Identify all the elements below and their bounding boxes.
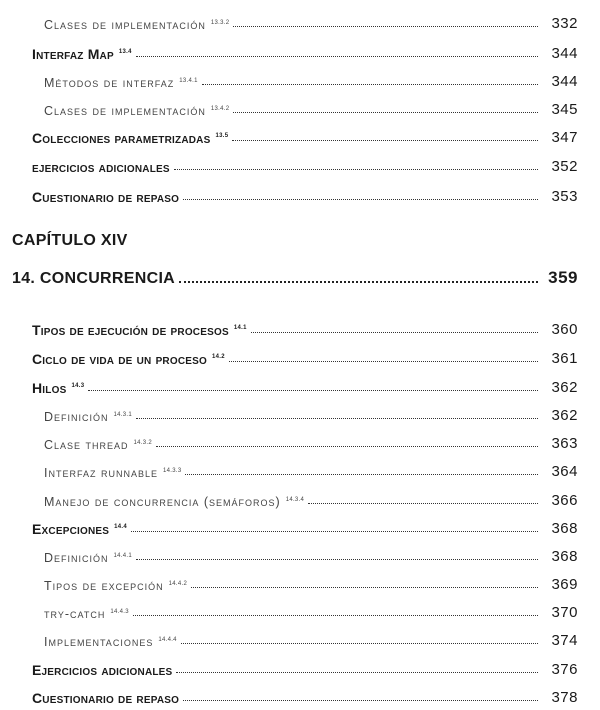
toc-entry-title: Excepciones $^{14.4}$ bbox=[32, 521, 127, 537]
toc-entry-cuestionario-13[interactable] bbox=[0, 181, 600, 205]
toc-entry-14-3-4[interactable] bbox=[0, 485, 600, 509]
toc-entry-title: Clase thread $^{14.3.2}$ bbox=[44, 438, 153, 452]
toc-chapter-14[interactable] bbox=[0, 264, 600, 288]
toc-entry-title: Clases de implementación $^{13.4.2}$ bbox=[44, 104, 230, 118]
leader-dots bbox=[191, 586, 538, 588]
toc-entry-page: 361 bbox=[551, 350, 578, 367]
toc-entry-page: 347 bbox=[551, 129, 578, 146]
toc-entry-page: 363 bbox=[551, 435, 578, 452]
toc-entry-14-2[interactable] bbox=[0, 343, 600, 367]
toc-entry-page: 364 bbox=[551, 463, 578, 480]
toc-entry-page: 344 bbox=[551, 73, 578, 90]
leader-dots bbox=[133, 614, 538, 616]
toc-entry-ejercicios-14[interactable] bbox=[0, 654, 600, 678]
toc-entry-page: 362 bbox=[551, 407, 578, 424]
toc-entry-title: ejercicios adicionales bbox=[32, 159, 170, 175]
toc-entry-page: 370 bbox=[551, 604, 578, 621]
leader-dots bbox=[232, 139, 538, 141]
toc-entry-title: Implementaciones $^{14.4.4}$ bbox=[44, 635, 177, 649]
toc-entry-14-3-1[interactable] bbox=[0, 400, 600, 424]
toc-entry-ejercicios-13[interactable] bbox=[0, 151, 600, 175]
leader-dots bbox=[136, 417, 538, 419]
toc-entry-title: Ejercicios adicionales bbox=[32, 662, 173, 678]
toc-entry-page: 369 bbox=[551, 576, 578, 593]
toc-entry-14-3-2[interactable] bbox=[0, 428, 600, 452]
toc-entry-14-4[interactable] bbox=[0, 513, 600, 537]
toc-entry-title: Tipos de excepción $^{14.4.2}$ bbox=[44, 579, 188, 593]
toc-entry-14-3[interactable] bbox=[0, 372, 600, 396]
toc-entry-14-3-3[interactable] bbox=[0, 456, 600, 480]
leader-dots bbox=[308, 502, 538, 504]
leader-dots bbox=[181, 642, 538, 644]
chapter-label: CAPÍTULO XIV bbox=[12, 232, 128, 249]
toc-entry-13-5[interactable] bbox=[0, 122, 600, 146]
toc-entry-14-4-1[interactable] bbox=[0, 541, 600, 565]
toc-entry-title: Colecciones parametrizadas $^{13.5}$ bbox=[32, 130, 229, 146]
leader-dots bbox=[233, 111, 538, 113]
toc-entry-page: 378 bbox=[551, 689, 578, 706]
toc-entry-title: Interfaz Map $^{13.4}$ bbox=[32, 46, 132, 62]
toc-entry-page: 344 bbox=[551, 45, 578, 62]
toc-entry-13-3-2[interactable] bbox=[0, 8, 600, 32]
leader-dots bbox=[156, 445, 538, 447]
toc-entry-14-1[interactable] bbox=[0, 314, 600, 338]
chapter-title: 14. CONCURRENCIA bbox=[12, 270, 176, 287]
leader-dots bbox=[183, 699, 538, 701]
leader-dots bbox=[176, 671, 538, 673]
leader-dots bbox=[136, 558, 538, 560]
toc-entry-page: 368 bbox=[551, 520, 578, 537]
toc-entry-page: 376 bbox=[551, 661, 578, 678]
toc-entry-cuestionario-14[interactable] bbox=[0, 682, 600, 706]
leader-dots bbox=[174, 168, 538, 170]
toc-entry-title: Hilos $^{14.3}$ bbox=[32, 380, 85, 396]
leader-dots bbox=[202, 83, 538, 85]
leader-dots bbox=[136, 55, 538, 57]
toc-entry-title: Clases de implementación $^{13.3.2}$ bbox=[44, 18, 230, 32]
leader-dots bbox=[183, 198, 538, 200]
toc-entry-title: Interfaz runnable $^{14.3.3}$ bbox=[44, 466, 182, 480]
toc-entry-13-4[interactable] bbox=[0, 38, 600, 62]
toc-entry-page: 374 bbox=[551, 632, 578, 649]
toc-entry-14-4-3[interactable] bbox=[0, 597, 600, 621]
toc-entry-14-4-4[interactable] bbox=[0, 625, 600, 649]
toc-entry-page: 368 bbox=[551, 548, 578, 565]
toc-entry-title: Cuestionario de repaso bbox=[32, 189, 180, 205]
toc-entry-title: Definición $^{14.4.1}$ bbox=[44, 551, 133, 565]
toc-entry-title: Ciclo de vida de un proceso $^{14.2}$ bbox=[32, 351, 225, 367]
leader-dots bbox=[131, 530, 538, 532]
toc-entry-14-4-2[interactable] bbox=[0, 569, 600, 593]
toc-entry-title: Definición $^{14.3.1}$ bbox=[44, 410, 133, 424]
toc-entry-title: Métodos de interfaz $^{13.4.1}$ bbox=[44, 76, 198, 90]
toc-entry-page: 352 bbox=[551, 158, 578, 175]
toc-entry-page: 353 bbox=[551, 188, 578, 205]
toc-entry-page: 362 bbox=[551, 379, 578, 396]
leader-dots bbox=[233, 25, 538, 27]
leader-dots bbox=[251, 331, 538, 333]
toc-entry-13-4-2[interactable] bbox=[0, 94, 600, 118]
chapter-page: 359 bbox=[548, 268, 578, 287]
toc-entry-title: Tipos de ejecución de procesos $^{14.1}$ bbox=[32, 322, 247, 338]
toc-entry-title: Cuestionario de repaso bbox=[32, 690, 180, 706]
toc-entry-title: try-catch $^{14.4.3}$ bbox=[44, 607, 129, 621]
leader-dots bbox=[88, 389, 538, 391]
toc-entry-page: 360 bbox=[551, 321, 578, 338]
leader-dots bbox=[229, 360, 538, 362]
leader-dots bbox=[179, 280, 538, 283]
toc-entry-13-4-1[interactable] bbox=[0, 66, 600, 90]
toc-entry-page: 366 bbox=[551, 492, 578, 509]
toc-entry-title: Manejo de concurrencia (semáforos) $^{14.3.4}$ bbox=[44, 495, 305, 509]
toc-entry-page: 345 bbox=[551, 101, 578, 118]
toc-entry-page: 332 bbox=[551, 15, 578, 32]
leader-dots bbox=[185, 473, 538, 475]
